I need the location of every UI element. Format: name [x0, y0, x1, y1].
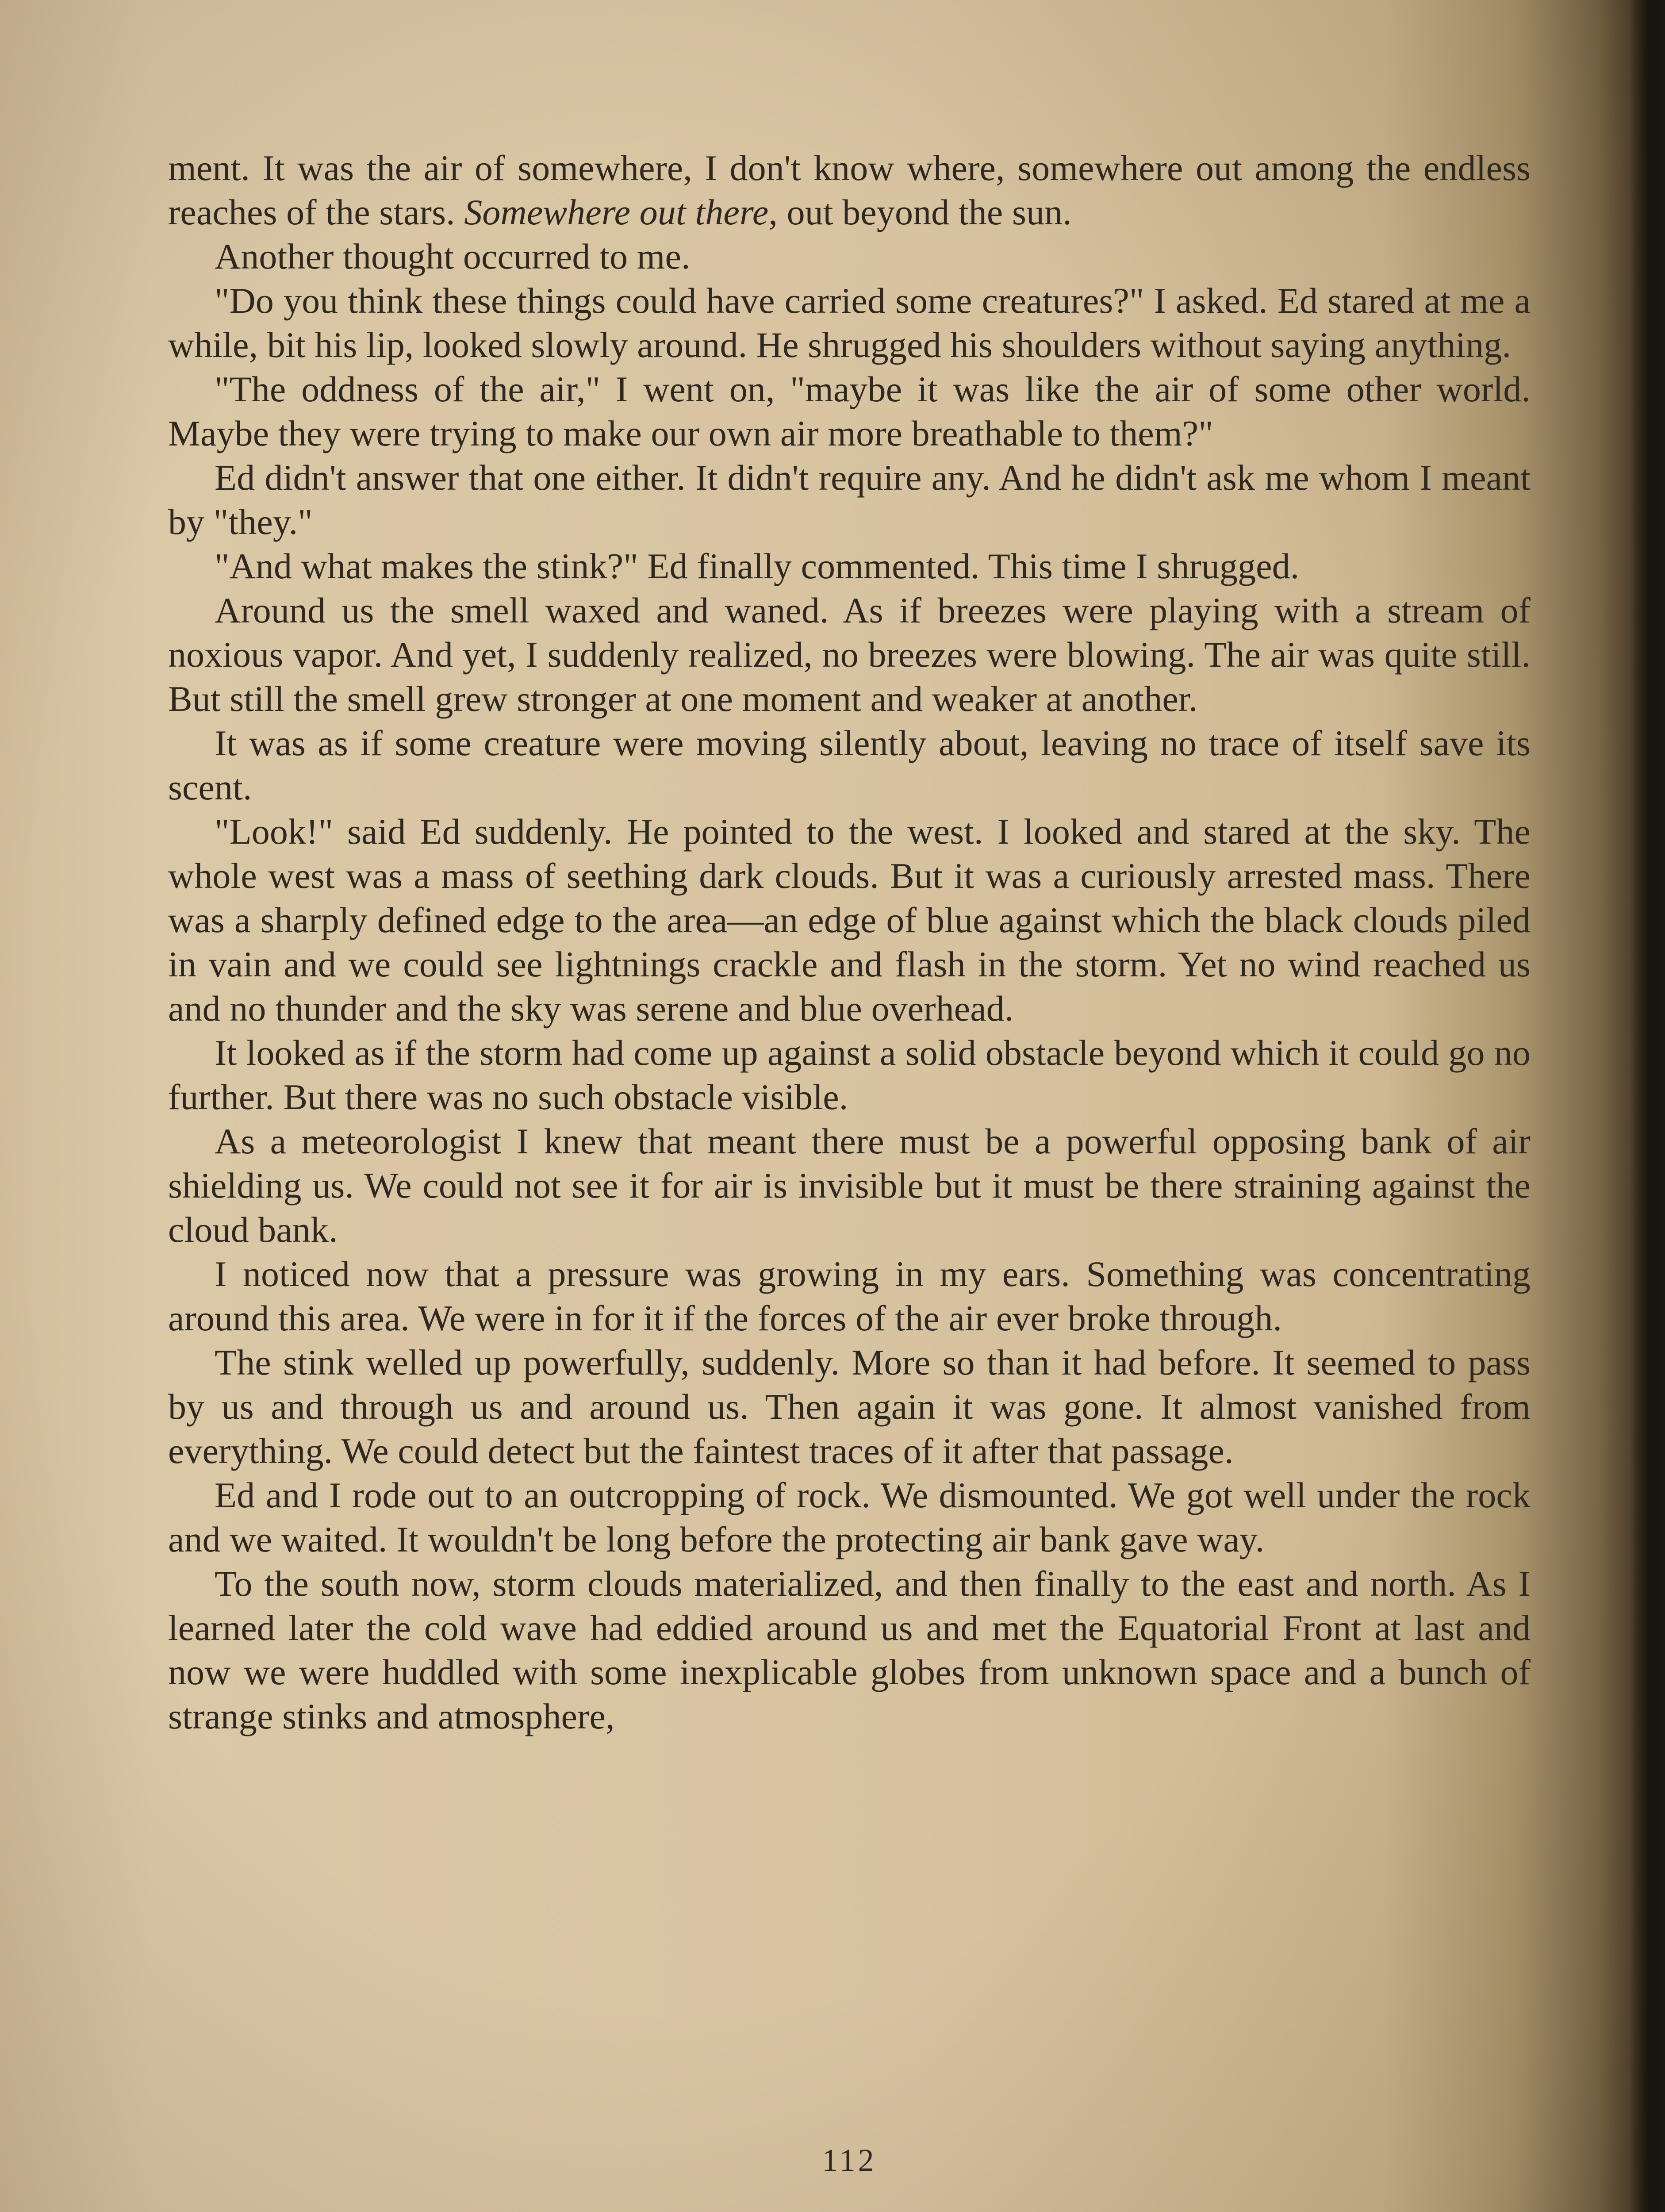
text-run: , out beyond the sun.: [768, 192, 1072, 232]
paragraph: [168, 1119, 1531, 1252]
text-run: It was as if some creature were moving silently about, leaving no trace of itself save its scent.: [168, 723, 1531, 807]
page-number: 112: [822, 2143, 877, 2178]
text-run: ment. It was the air of somewhere, I don't know where, somewhere out among the endless reaches of the stars.: [168, 148, 1531, 232]
text-run: "The oddness of the air," I went on, "maybe it was like the air of some other world. Maybe they were trying to make our own air more breathable to them?": [168, 369, 1531, 453]
paragraph: [168, 367, 1531, 456]
paragraph: [168, 1252, 1531, 1340]
text-run: "And what makes the stink?" Ed finally commented. This time I shrugged.: [215, 546, 1300, 586]
paragraph: [168, 721, 1531, 810]
page-body-text: [168, 146, 1531, 1739]
text-run: Ed and I rode out to an outcropping of rock. We dismounted. We got well under the rock and we waited. It wouldn't be long before the protecting air bank gave way.: [168, 1475, 1531, 1559]
text-run: I noticed now that a pressure was growing in my ears. Something was concentrating around this area. We were in for it if the forces of the air ever broke through.: [168, 1254, 1531, 1338]
paragraph: [168, 1473, 1531, 1562]
text-run: Another thought occurred to me.: [215, 236, 691, 276]
paragraph: [168, 456, 1531, 544]
text-run: Ed didn't answer that one either. It didn't require any. And he didn't ask me whom I meant by "they.": [168, 457, 1531, 542]
paragraph: [168, 279, 1531, 367]
text-run: "Do you think these things could have carried some creatures?" I asked. Ed stared at me a while, bit his lip, looked slowly around. He shrugged his shoulders without saying anything.: [168, 280, 1531, 365]
text-run: It looked as if the storm had come up against a solid obstacle beyond which it could go no further. But there was no such obstacle visible.: [168, 1033, 1531, 1117]
text-run: Around us the smell waxed and waned. As if breezes were playing with a stream of noxious vapor. And yet, I suddenly realized, no breezes were blowing. The air was quite still. But still the smell grew stronger at one moment and weaker at another.: [168, 590, 1531, 719]
text-run: As a meteorologist I knew that meant there must be a powerful opposing bank of air shielding us. We could not see it for air is invisible but it must be there straining against the cloud bank.: [168, 1121, 1531, 1250]
text-run: To the south now, storm clouds materialized, and then finally to the east and north. As I learned later the cold wave had eddied around us and met the Equatorial Front at last and now we were huddled with some inexplicable globes from unknown space and a bunch of strange stinks and atmosphere,: [168, 1563, 1531, 1736]
paragraph: [168, 1340, 1531, 1473]
paragraph: [168, 1562, 1531, 1739]
paragraph: [168, 810, 1531, 1031]
paragraph: [168, 544, 1531, 588]
paragraph: [168, 146, 1531, 234]
text-run: The stink welled up powerfully, suddenly. More so than it had before. It seemed to pass by us and through us and around us. Then again it was gone. It almost vanished from everything. We could detect but the faintest traces of it after that passage.: [168, 1342, 1531, 1471]
book-spine-shadow: [1630, 0, 1665, 2212]
paragraph: [168, 588, 1531, 721]
paragraph: [168, 1031, 1531, 1119]
paragraph: [168, 234, 1531, 279]
italic-text: Somewhere out there: [464, 192, 769, 232]
text-run: "Look!" said Ed suddenly. He pointed to the west. I looked and stared at the sky. The whole west was a mass of seething dark clouds. But it was a curiously arrested mass. There was a sharply defined edge to the area—an edge of blue against which the black clouds piled in vain and we could see lightnings crackle and flash in the storm. Yet no wind reached us and no thunder and the sky was serene and blue overhead.: [168, 811, 1531, 1029]
